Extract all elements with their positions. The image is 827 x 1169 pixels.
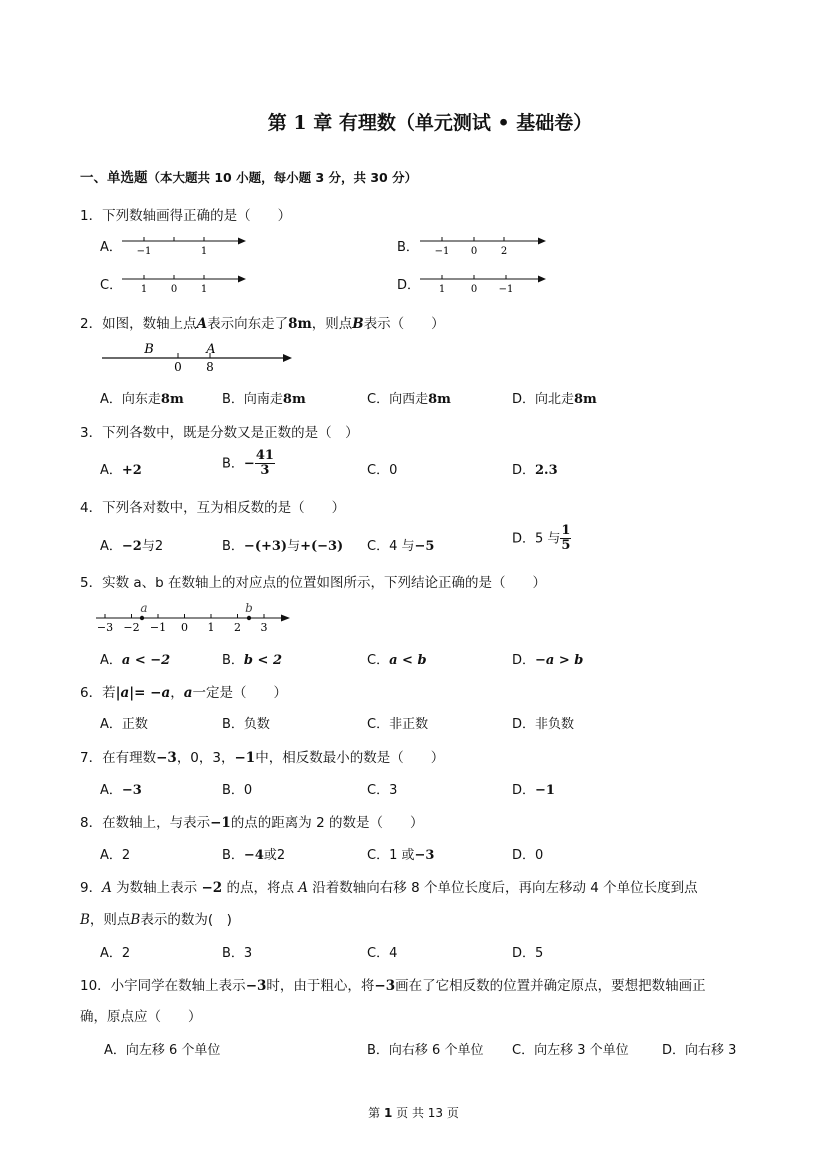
q3-option-d-label: D． bbox=[512, 463, 536, 478]
q4-option-c-label: C．4 与 bbox=[367, 539, 415, 554]
question-10-line-1 bbox=[80, 974, 706, 994]
q5-option-a-label: A． bbox=[100, 653, 122, 668]
q4-option-a-tail: 与2 bbox=[141, 539, 164, 554]
q2-option-b-label: B．向南走 bbox=[222, 392, 283, 407]
q5-option-b-value: b < 2 bbox=[243, 653, 283, 668]
q3-option-b-fraction bbox=[255, 449, 275, 479]
q4-option-c bbox=[367, 535, 434, 554]
q2-point-b: B bbox=[352, 316, 364, 332]
q3-fraction-numerator: 41 bbox=[255, 448, 274, 463]
q10-option-b: B．向右移 6 个单位 bbox=[367, 1043, 484, 1058]
q2-option-c-value: 8m bbox=[428, 392, 451, 407]
footer-post: 页 bbox=[446, 1106, 459, 1120]
q4-option-d bbox=[512, 524, 571, 554]
q5-tick-label: −3 bbox=[96, 621, 114, 634]
q1-option-d-numberline bbox=[416, 270, 548, 296]
q1a-tick-neg1: −1 bbox=[136, 246, 152, 257]
q2-option-a bbox=[100, 388, 184, 407]
q7-option-d bbox=[512, 779, 555, 798]
q5-figure-numberline bbox=[94, 598, 294, 634]
q8-option-a: A．2 bbox=[100, 848, 131, 863]
q3-option-d-value: 2.3 bbox=[535, 463, 558, 478]
q6-option-c: C．非正数 bbox=[367, 717, 429, 732]
q7-option-a bbox=[100, 779, 142, 798]
q10-option-c: C．向左移 3 个单位 bbox=[512, 1043, 629, 1058]
q5-tick-label: 3 bbox=[260, 621, 268, 634]
q4-option-a bbox=[100, 535, 163, 554]
q1-option-c-label: C． bbox=[100, 278, 123, 293]
q2-figure-numberline bbox=[100, 340, 296, 374]
q2-option-a-label: A．向东走 bbox=[100, 392, 161, 407]
section-title: 一、单选题 bbox=[80, 170, 148, 186]
q4-option-c-value: −5 bbox=[414, 539, 435, 554]
q4-option-a-value: −2 bbox=[121, 539, 142, 554]
q2-option-d bbox=[512, 388, 597, 407]
q5-option-d-label: D． bbox=[512, 653, 536, 668]
q8-option-c-value: −3 bbox=[414, 848, 435, 863]
q2-option-a-value: 8m bbox=[160, 392, 184, 407]
q2-option-b bbox=[222, 388, 306, 407]
q5-option-a bbox=[100, 649, 170, 668]
question-7-stem bbox=[80, 746, 444, 766]
question-2-stem bbox=[80, 312, 445, 332]
section-note: （本大题共 10 小题，每小题 3 分，共 30 分） bbox=[147, 170, 418, 185]
q3-option-a bbox=[100, 459, 142, 478]
q9-line1-mid: 为数轴上表示 bbox=[111, 880, 202, 896]
footer-total-pages: 13 bbox=[427, 1106, 444, 1120]
q2-option-d-value: 8m bbox=[574, 392, 597, 407]
q3-fraction-denominator: 3 bbox=[260, 463, 270, 479]
q8-option-b-tail: 或2 bbox=[263, 848, 286, 863]
q5-option-c bbox=[367, 649, 427, 668]
q7-stem-mid: ，0，3， bbox=[176, 750, 235, 766]
q2-point-a: A bbox=[196, 316, 208, 332]
q9-line1-mid2: 的点，将点 bbox=[222, 880, 299, 896]
q6-stem-mid: ， bbox=[170, 685, 184, 701]
q1b-tick-neg1: −1 bbox=[434, 246, 450, 257]
q5-option-c-value: a < b bbox=[389, 653, 427, 668]
q1d-tick-1: 1 bbox=[438, 284, 446, 295]
q6-stem-post: 一定是（ ） bbox=[192, 685, 287, 701]
footer-pre: 第 bbox=[368, 1106, 381, 1120]
q7-number-1: −3 bbox=[156, 750, 177, 766]
q5-point-b bbox=[247, 616, 251, 620]
q1b-tick-0: 0 bbox=[470, 246, 478, 257]
q9-point-b: B bbox=[80, 912, 90, 928]
q9-number: 9． bbox=[80, 880, 103, 896]
section-heading bbox=[80, 166, 417, 186]
q1c-tick-1a: 1 bbox=[140, 284, 148, 295]
q5-option-b-label: B． bbox=[222, 653, 244, 668]
q6-option-b: B．负数 bbox=[222, 717, 270, 732]
q7-option-b: B．0 bbox=[222, 783, 253, 798]
q1a-tick-1: 1 bbox=[200, 246, 208, 257]
q10-line1-mid: 时，由于粗心，将 bbox=[266, 978, 375, 994]
q4-option-d-fraction bbox=[560, 524, 571, 554]
q10-number-1: −3 bbox=[245, 978, 267, 994]
q4-option-b bbox=[222, 535, 343, 554]
q7-option-a-label: A． bbox=[100, 783, 122, 798]
q1-option-a-numberline bbox=[118, 232, 248, 258]
q8-option-b-label: B． bbox=[222, 848, 244, 863]
q4-option-b-value2: +(−3) bbox=[300, 539, 344, 554]
q3-option-a-value: +2 bbox=[121, 463, 142, 478]
q1-option-b-numberline bbox=[416, 232, 548, 258]
q1b-tick-2: 2 bbox=[500, 246, 508, 257]
q6-stem-pre: 6．若 bbox=[80, 685, 116, 701]
q5-option-a-value: a < −2 bbox=[121, 653, 171, 668]
q6-option-d: D．非负数 bbox=[512, 717, 575, 732]
q2-stem-post: 表示（ ） bbox=[363, 316, 445, 332]
q1-option-a-label: A． bbox=[100, 240, 122, 255]
q1d-tick-0: 0 bbox=[470, 284, 478, 295]
q5-tick-label: −2 bbox=[123, 621, 140, 634]
question-9-line-1 bbox=[80, 876, 698, 896]
q2-stem-mid2: ，则点 bbox=[311, 316, 353, 332]
q5-tick-label: −1 bbox=[149, 621, 167, 634]
q8-stem-pre: 8．在数轴上，与表示 bbox=[80, 815, 211, 831]
question-8-stem bbox=[80, 811, 423, 831]
q1-option-d-label: D． bbox=[397, 278, 421, 293]
q5-option-c-label: C． bbox=[367, 653, 390, 668]
q1d-tick-neg1: −1 bbox=[498, 284, 514, 295]
q2-distance: 8m bbox=[288, 316, 312, 332]
q9-line2-post: 表示的数为( ) bbox=[140, 912, 232, 928]
q9-option-c: C．4 bbox=[367, 946, 398, 961]
q1c-tick-1b: 1 bbox=[200, 284, 208, 295]
q5-tick-label: 2 bbox=[234, 621, 241, 634]
q7-option-a-value: −3 bbox=[121, 783, 142, 798]
q9-point-b-2: B bbox=[130, 912, 141, 928]
q10-line1-pre: 10．小宇同学在数轴上表示 bbox=[80, 978, 246, 994]
q3-option-b-label: B． bbox=[222, 456, 244, 472]
q10-line1-post: 画在了它相反数的位置并确定原点，要想把数轴画正 bbox=[395, 978, 706, 994]
q2-fig-label-a: A bbox=[206, 342, 216, 357]
question-10-line-2: 确，原点应（ ） bbox=[80, 1009, 202, 1025]
q6-option-a: A．正数 bbox=[100, 717, 148, 732]
q9-option-b: B．3 bbox=[222, 946, 253, 961]
question-1-stem: 1．下列数轴画得正确的是（ ） bbox=[80, 208, 292, 224]
footer-mid: 页 共 bbox=[396, 1106, 424, 1120]
q7-option-d-value: −1 bbox=[535, 783, 555, 798]
q7-stem-post: 中，相反数最小的数是（ ） bbox=[255, 750, 445, 766]
q5-tick-label: 1 bbox=[207, 621, 215, 634]
q9-line2-mid: ，则点 bbox=[89, 912, 131, 928]
q5-tick-label: 0 bbox=[181, 621, 188, 634]
q4-option-b-mid: 与 bbox=[287, 539, 301, 554]
q9-point-a-2: A bbox=[298, 880, 308, 896]
q5-fig-label-a: a bbox=[140, 601, 148, 615]
q4-option-b-value1: −(+3) bbox=[243, 539, 288, 554]
q10-option-d: D．向右移 3 bbox=[662, 1043, 737, 1058]
q8-option-d: D．0 bbox=[512, 848, 544, 863]
q7-option-d-label: D． bbox=[512, 783, 536, 798]
page-title: 第 1 章 有理数（单元测试 • 基础卷） bbox=[267, 112, 593, 134]
q7-number-2: −1 bbox=[234, 750, 256, 766]
question-9-line-2 bbox=[80, 908, 232, 928]
q6-variable: a bbox=[183, 685, 193, 701]
q7-stem-pre: 7．在有理数 bbox=[80, 750, 157, 766]
q3-option-a-label: A． bbox=[100, 463, 122, 478]
q8-option-c bbox=[367, 844, 434, 863]
q8-option-b-value: −4 bbox=[243, 848, 264, 863]
question-5-stem: 5．实数 a、b 在数轴上的对应点的位置如图所示，下列结论正确的是（ ） bbox=[80, 575, 547, 591]
q9-point-a: A bbox=[102, 880, 112, 896]
q10-number-2: −3 bbox=[374, 978, 396, 994]
q1-option-b-label: B． bbox=[397, 240, 419, 255]
q1c-tick-0: 0 bbox=[170, 284, 178, 295]
q3-option-d bbox=[512, 459, 558, 478]
q5-option-d-value: −a > b bbox=[535, 653, 584, 668]
q3-option-c: C．0 bbox=[367, 463, 398, 478]
q9-line1-post: 沿着数轴向右移 8 个单位长度后，再向左移动 4 个单位长度到点 bbox=[308, 880, 698, 896]
q2-option-c bbox=[367, 388, 451, 407]
q2-option-d-label: D．向北走 bbox=[512, 392, 575, 407]
question-4-stem: 4．下列各对数中，互为相反数的是（ ） bbox=[80, 500, 346, 516]
q2-option-c-label: C．向西走 bbox=[367, 392, 429, 407]
q9-value: −2 bbox=[201, 880, 223, 896]
q2-fig-tick-8: 8 bbox=[206, 360, 214, 374]
question-6-stem bbox=[80, 681, 287, 701]
footer-page-number: 1 bbox=[383, 1106, 393, 1120]
q8-option-b bbox=[222, 844, 285, 863]
q4-fraction-numerator: 1 bbox=[561, 523, 571, 538]
q10-option-a: A．向左移 6 个单位 bbox=[104, 1043, 221, 1058]
page-footer bbox=[0, 1104, 827, 1121]
q2-option-b-value: 8m bbox=[282, 392, 306, 407]
q2-stem-mid1: 表示向东走了 bbox=[207, 316, 289, 332]
question-3-stem: 3．下列各数中，既是分数又是正数的是（ ） bbox=[80, 425, 359, 441]
q8-number: −1 bbox=[210, 815, 231, 831]
q8-stem-post: 的点的距离为 2 的数是（ ） bbox=[230, 815, 424, 831]
q4-option-a-label: A． bbox=[100, 539, 122, 554]
q1-option-c-numberline bbox=[118, 270, 248, 296]
q4-option-d-label: D．5 与 bbox=[512, 531, 561, 547]
q9-option-a: A．2 bbox=[100, 946, 131, 961]
q2-stem-pre: 2．如图，数轴上点 bbox=[80, 316, 197, 332]
q7-option-c: C．3 bbox=[367, 783, 398, 798]
q4-fraction-denominator: 5 bbox=[561, 538, 571, 554]
q5-option-b bbox=[222, 649, 282, 668]
q5-option-d bbox=[512, 649, 583, 668]
q8-option-c-label: C．1 或 bbox=[367, 848, 415, 863]
q2-fig-label-b: B bbox=[144, 342, 154, 357]
q4-option-b-label: B． bbox=[222, 539, 244, 554]
q5-point-a bbox=[140, 616, 144, 620]
q5-fig-label-b: b bbox=[245, 601, 253, 615]
q3-option-b-sign: − bbox=[243, 456, 255, 472]
q6-expression: |a|= −a bbox=[115, 685, 171, 701]
q9-option-d: D．5 bbox=[512, 946, 544, 961]
q3-option-b bbox=[222, 449, 275, 479]
q2-fig-tick-0: 0 bbox=[174, 360, 182, 374]
